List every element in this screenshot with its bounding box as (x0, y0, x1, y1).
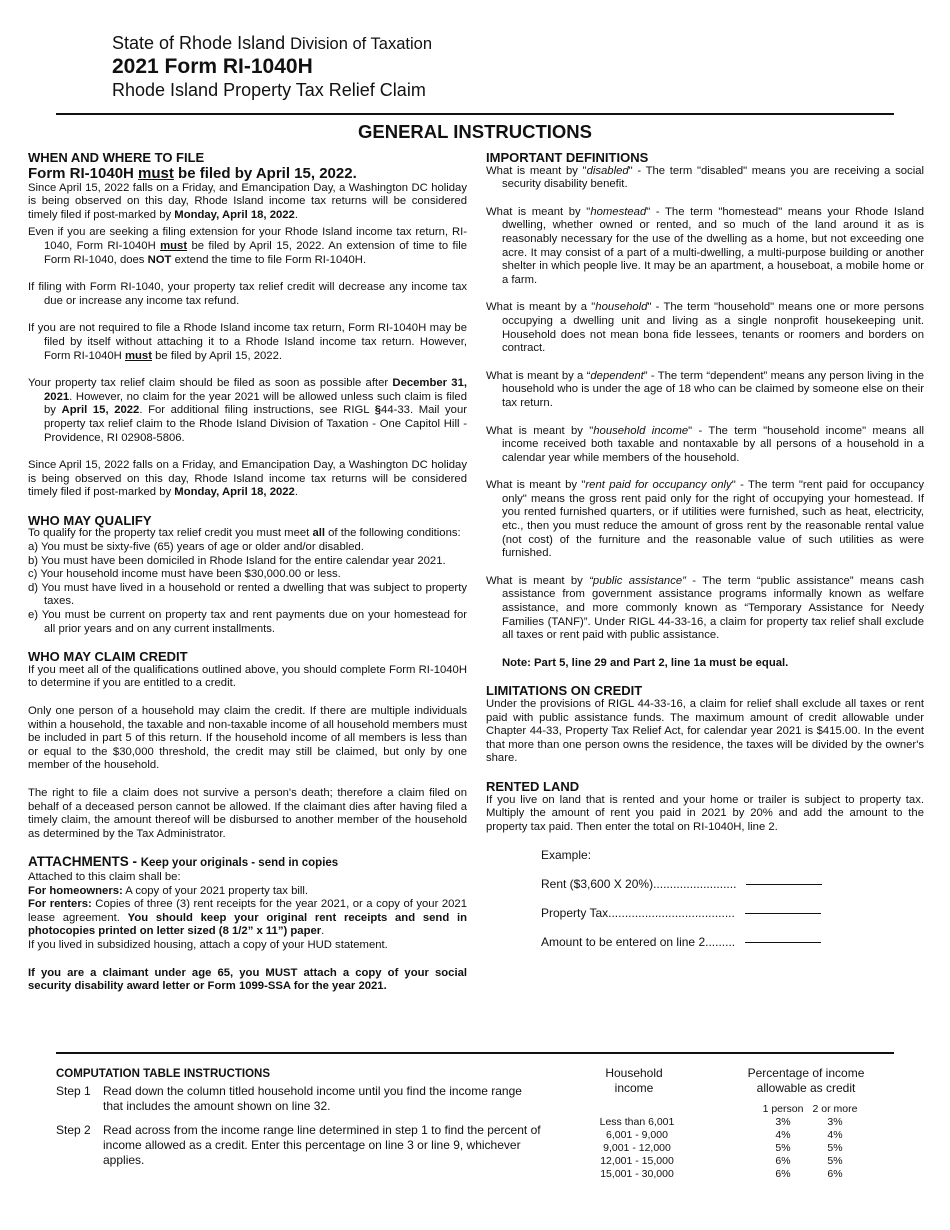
computation-instructions (56, 1068, 556, 1168)
state-name: State of Rhode Island (112, 33, 286, 53)
income-range: 6,001 - 9,000 (606, 1128, 668, 1141)
example-tax-blank (745, 913, 821, 914)
rate-two: 6% (827, 1167, 843, 1180)
computation-heading: COMPUTATION TABLE INSTRUCTIONS (56, 1068, 271, 1080)
holiday-paragraph-repeat: Since April 15, 2022 falls on a Friday, and Emancipation Day, a Washington DC holiday is being observed on this day, Rhode Island income tax returns will be considered timely filed if post-marked by Monday, April 18, 2022. (28, 459, 467, 499)
equality-note: Note: Part 5, line 29 and Part 2, line 1a must be equal. (502, 656, 789, 669)
step-2 (56, 1123, 556, 1168)
limitations-text: Under the provisions of RIGL 44-33-16, a claim for relief shall exclude all taxes or rent paid with public assistance funds. The maximum amount of credit allowable under Chapter 44-33, Property Tax Relief Act, for calendar year 2021 is $415.00. In the event that more than one person owns the residence, the taxes will be divided by the owner's share. (486, 698, 924, 765)
page-title: GENERAL INSTRUCTIONS (357, 121, 592, 142)
right-column (486, 151, 924, 957)
rate-subheader-row (589, 1102, 861, 1115)
example-label: Example: (541, 848, 592, 863)
credit-rate-table (589, 1102, 861, 1180)
rate-one: 5% (775, 1141, 791, 1154)
percentage-header: Percentage of income allowable as credit (747, 1066, 865, 1095)
two-or-more-header: 2 or more (812, 1102, 858, 1115)
rented-land-example (486, 841, 924, 957)
qualify-heading: WHO MAY QUALIFY (28, 512, 152, 528)
table-row (589, 1167, 861, 1180)
income-range: 15,001 - 30,000 (600, 1167, 674, 1180)
qualify-item-e: e) You must be current on property tax and rent payments due on your homestead for all prior years and on any current installments. (28, 609, 467, 635)
step-2-label: Step 2 (56, 1123, 91, 1137)
filing-with-paragraph: If filing with Form RI-1040, your property tax relief credit will decrease any income tax due or increase any income tax refund. (28, 281, 467, 307)
table-row (589, 1141, 861, 1154)
form-subtitle: Rhode Island Property Tax Relief Claim (112, 80, 426, 100)
rented-land-heading: RENTED LAND (486, 778, 580, 794)
extension-paragraph: Even if you are seeking a filing extension for your Rhode Island income tax return, RI-1040, Form RI-1040H must be filed by April 15, 2022. An extension of time to file Form RI-1040, does NOT extend the time to file Form RI-1040H. (28, 226, 467, 266)
attachments-intro: Attached to this claim shall be: (28, 870, 181, 883)
rate-two: 5% (827, 1154, 843, 1167)
step-1-label: Step 1 (56, 1084, 91, 1098)
qualify-item-b: b) You must have been domiciled in Rhode Island for the entire calendar year 2021. (28, 554, 446, 567)
under65-notice: If you are a claimant under age 65, you MUST attach a copy of your social security disability award letter or Form 1099-SSA for the year 2021. (28, 966, 467, 993)
one-person-header: 1 person (762, 1102, 804, 1115)
holiday-paragraph: Since April 15, 2022 falls on a Friday, and Emancipation Day, a Washington DC holiday is being observed on this day, Rhode Island income tax returns will be considered timely filed if post-marked by Monday, April 18, 2022. (28, 181, 467, 221)
qualify-intro: To qualify for the property tax relief credit you must meet all of the following conditions: (28, 527, 461, 540)
claim-p1: If you meet all of the qualifications outlined above, you should complete Form RI-1040H to determine if you are entitled to a credit. (28, 663, 467, 690)
def-household: What is meant by a "household" - The term "household" means one or more persons occupying a dwelling unit and living as a single nonprofit housekeeping unit. Household does not mean bona fide lessees, tenants or roomers and borders on contract. (486, 301, 925, 355)
deadline-statement: Form RI-1040H must be filed by April 15, 2022. (28, 164, 357, 182)
header-agency (112, 33, 432, 54)
claim-credit-heading: WHO MAY CLAIM CREDIT (28, 649, 188, 665)
not-required-paragraph: If you are not required to file a Rhode Island income tax return, Form RI-1040H may be filed by itself without attaching it to a Rhode Island income tax return. However, Form RI-1040H must be filed by April 15, 2022. (28, 322, 467, 362)
when-where-heading: WHEN AND WHERE TO FILE (28, 150, 205, 165)
income-range: 12,001 - 15,000 (600, 1154, 674, 1167)
income-range: Less than 6,001 (599, 1115, 675, 1128)
def-household-income: What is meant by "household income" - The term "household income" means all income received both taxable and nontaxable by all persons of a household in a calendar year while members of the household. (486, 424, 924, 464)
table-row (589, 1154, 861, 1167)
def-rent-paid: What is meant by "rent paid for occupancy only" - The term "rent paid for occupancy only" means the gross rent paid only for the right of occupying your homestead. If you rented furnished quarters, or if utilities were furnished, such as heat, electricity, etc., then you must reduce the amount of gross rent by the reasonable rental value (not cost) of the furniture and the reasonable value of such utilities as were furnished. (486, 479, 925, 560)
homeowners-line: For homeowners: A copy of your 2021 property tax bill. (28, 884, 309, 897)
table-row (589, 1115, 861, 1128)
left-column (28, 151, 467, 994)
income-range: 9,001 - 12,000 (603, 1141, 671, 1154)
qualify-item-c: c) Your household income must have been $30,000.00 or less. (28, 568, 341, 581)
renters-line: For renters: Copies of three (3) rent receipts for the year 2021, or a copy of your 2021 lease agreement. You should keep your original rent receipts and send in photocopies printed on letter sized (8 1/2” x 11”) paper. (28, 898, 468, 938)
def-disabled: What is meant by "disabled" - The term "disabled" means you are receiving a social security disability benefit. (486, 164, 924, 191)
rate-one: 6% (775, 1167, 791, 1180)
household-income-header: Household income (605, 1066, 663, 1095)
example-total-blank (745, 942, 821, 943)
example-total-line: Amount to be entered on line 2......... (541, 928, 924, 957)
attachments-heading: ATTACHMENTS - Keep your originals - send in copies (28, 854, 339, 870)
rate-two: 4% (827, 1128, 843, 1141)
def-dependent: What is meant by a “dependent” - The term “dependent” means any person living in the household who is under the age of 18 who can be claimed by someone else on their tax return. (486, 369, 924, 409)
form-title: 2021 Form RI-1040H (112, 55, 313, 78)
def-homestead: What is meant by "homestead" - The term "homestead" means your Rhode Island dwelling, whether owned or rented, and so much of the land around it as is reasonably necessary for the use of the dwelling as a home, but not exceeding one acre. It may consist of a part of a multi-dwelling, a multi-purpose building or another shelter in which people live. It may be an apartment, a houseboat, a mobile home or a farm. (486, 205, 924, 286)
rented-land-text: If you live on land that is rented and your home or trailer is subject to property tax. Multiply the amount of rent you paid in 2021 by 20% and add the amount to the property tax paid. Then enter the total on RI-1040H, line 2. (486, 793, 924, 833)
computation-divider (56, 1052, 894, 1054)
soon-as-possible-paragraph: Your property tax relief claim should be filed as soon as possible after December 31, 2021. However, no claim for the year 2021 will be allowed unless such claim is filed by April 15, 2022. For additional filing instructions, see RIGL §44-33. Mail your property tax relief claim to the Rhode Island Division of Taxation - One Capitol Hill - Providence, RI 02908-5806. (28, 377, 467, 444)
rate-one: 4% (775, 1128, 791, 1141)
definitions-heading: IMPORTANT DEFINITIONS (486, 150, 649, 165)
rate-two: 3% (827, 1115, 843, 1128)
table-row (589, 1128, 861, 1141)
example-rent-line: Rent ($3,600 X 20%)......................... (541, 870, 924, 899)
step-1-text: Read down the column titled household income until you find the income range that includes the amount shown on line 32. (103, 1084, 522, 1113)
rate-two: 5% (827, 1141, 843, 1154)
example-tax-line: Property Tax...................................... (541, 899, 924, 928)
qualify-item-a: a) You must be sixty-five (65) years of age or older and/or disabled. (28, 541, 364, 554)
claim-p3: The right to file a claim does not survive a person's death; therefore a claim filed on behalf of a deceased person cannot be allowed. If the claimant dies after having filed a timely claim, the amount thereof will be disbursed to another member of the household as determined by the Tax Administrator. (28, 786, 467, 840)
rate-one: 6% (775, 1154, 791, 1167)
claim-p2: Only one person of a household may claim the credit. If there are multiple individuals within a household, the taxable and non-taxable income of all household members must be included in part 5 of this return. If the household income of all members is less than or equal to the $30,000 threshold, the credit may still be claimed, but only by one member of the household. (28, 705, 467, 772)
qualify-item-d: d) You must have lived in a household or rented a dwelling that was subject to property taxes. (28, 581, 467, 608)
division-name: Division of Taxation (290, 35, 432, 53)
rate-one: 3% (775, 1115, 791, 1128)
limitations-heading: LIMITATIONS ON CREDIT (486, 683, 643, 699)
def-public-assistance: What is meant by “public assistance” - The term “public assistance” means cash assistance from government assistance programs informally known as welfare assistance, and more commonly known as “Temporary Assistance for Needy Families (TANF)”. Under RIGL 44-33-16, a claim for property tax relief shall exclude all taxes or rent paid with public assistance. (486, 574, 924, 642)
hud-line: If you lived in subsidized housing, attach a copy of your HUD statement. (28, 938, 388, 951)
header-divider (56, 113, 894, 115)
step-1 (56, 1084, 556, 1114)
example-rent-blank (746, 884, 822, 885)
step-2-text: Read across from the income range line determined in step 1 to find the percent of income allowed as a credit. Enter this percentage on line 3 or line 9, whichever applies. (103, 1123, 541, 1167)
